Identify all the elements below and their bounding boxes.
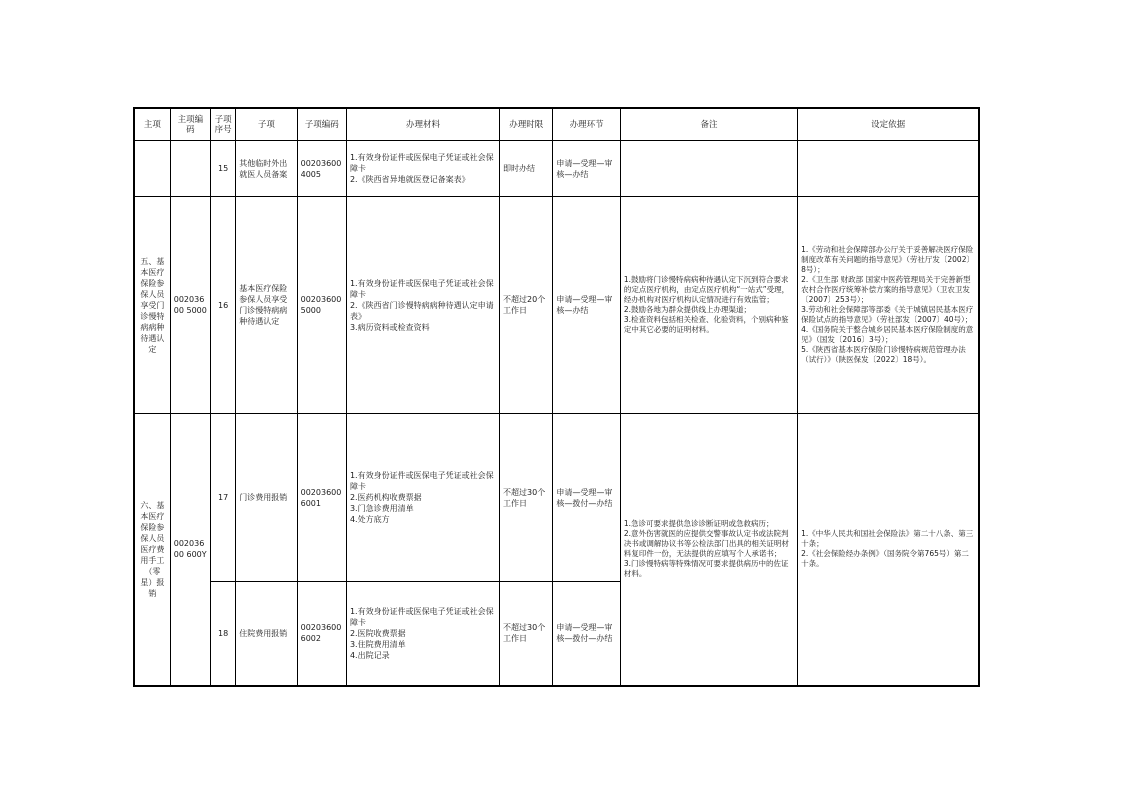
main-code-cell xyxy=(170,141,210,197)
sub-seq-cell: 16 xyxy=(211,197,236,414)
header-process: 办理环节 xyxy=(553,108,620,141)
sub-code-cell: 00203600 6002 xyxy=(297,582,346,686)
header-sub-code: 子项编码 xyxy=(297,108,346,141)
materials-cell: 1.有效身份证件或医保电子凭证或社会保障卡 2.医院收费票据 3.住院费用清单 4.出院记录 xyxy=(346,582,499,686)
header-main-code: 主项编码 xyxy=(170,108,210,141)
time-limit-cell: 不超过30个工作日 xyxy=(500,414,553,582)
time-limit-cell: 不超过30个工作日 xyxy=(500,582,553,686)
time-limit-cell: 即时办结 xyxy=(500,141,553,197)
sub-code-cell: 00203600 6001 xyxy=(297,414,346,582)
header-time-limit: 办理时限 xyxy=(500,108,553,141)
process-cell: 申请—受理—审核—拨付—办结 xyxy=(553,582,620,686)
sub-code-cell: 00203600 5000 xyxy=(297,197,346,414)
notes-cell xyxy=(620,141,797,197)
notes-cell: 1.鼓励将门诊慢特病病种待遇认定下沉到符合要求的定点医疗机构，由定点医疗机构“一站式”受理，经办机构对医疗机构认定情况进行有效监管； 2.鼓励各地为群众提供线上办理渠道； 3.检查资料包括相关检查、化验资料，个别病种鉴定中其它必要的证明材料。 xyxy=(620,197,797,414)
header-main-item: 主项 xyxy=(134,108,170,141)
table-header-row xyxy=(134,108,979,141)
materials-cell: 1.有效身份证件或医保电子凭证或社会保障卡 2.《陕西省门诊慢特病病种待遇认定申请表》 3.病历资料或检查资料 xyxy=(346,197,499,414)
time-limit-cell: 不超过20个工作日 xyxy=(500,197,553,414)
service-items-table xyxy=(133,107,980,687)
basis-cell: 1.《劳动和社会保障部办公厅关于妥善解决医疗保险制度改革有关问题的指导意见》（劳社厅发〔2002〕8号）； 2.《卫生部 财政部 国家中医药管理局关于完善新型农村合作医疗统筹补偿方案的指导意见》（卫农卫发〔2007〕253号）； 3.劳动和社会保障部等部委《关于城镇居民基本医疗保险试点的指导意见》（劳社部发〔2007〕40号）； 4.《国务院关于整合城乡居民基本医疗保险制度的意见》（国发〔2016〕3号）； 5.《陕西省基本医疗保险门诊慢特病规范管理办法（试行）》（陕医保发〔2022〕18号）。 xyxy=(798,197,979,414)
sub-item-cell: 其他临时外出就医人员备案 xyxy=(236,141,297,197)
header-notes: 备注 xyxy=(620,108,797,141)
sub-item-cell: 住院费用报销 xyxy=(236,582,297,686)
sub-seq-cell: 17 xyxy=(211,414,236,582)
header-sub-seq: 子项序号 xyxy=(211,108,236,141)
materials-cell: 1.有效身份证件或医保电子凭证或社会保障卡 2.医药机构收费票据 3.门急诊费用清单 4.处方底方 xyxy=(346,414,499,582)
process-cell: 申请—受理—审核—办结 xyxy=(553,197,620,414)
main-item-cell: 五、基本医疗保险参保人员享受门诊慢特病病种待遇认定 xyxy=(134,197,170,414)
main-item-cell xyxy=(134,141,170,197)
sub-seq-cell: 15 xyxy=(211,141,236,197)
main-code-cell: 00203600 600Y xyxy=(170,414,210,686)
main-item-cell: 六、基本医疗保险参保人员医疗费用手工（零星）报销 xyxy=(134,414,170,686)
process-cell: 申请—受理—审核—拨付—办结 xyxy=(553,414,620,582)
header-basis: 设定依据 xyxy=(798,108,979,141)
sub-seq-cell: 18 xyxy=(211,582,236,686)
table-row xyxy=(134,414,979,582)
process-cell: 申请—受理—审核—办结 xyxy=(553,141,620,197)
header-materials: 办理材料 xyxy=(346,108,499,141)
main-code-cell: 00203600 5000 xyxy=(170,197,210,414)
sub-item-cell: 基本医疗保险参保人员享受门诊慢特病病种待遇认定 xyxy=(236,197,297,414)
table-row xyxy=(134,141,979,197)
basis-cell xyxy=(798,141,979,197)
materials-cell: 1.有效身份证件或医保电子凭证或社会保障卡 2.《陕西省异地就医登记备案表》 xyxy=(346,141,499,197)
sub-code-cell: 00203600 4005 xyxy=(297,141,346,197)
basis-cell: 1.《中华人民共和国社会保险法》第二十八条、第三十条； 2.《社会保险经办条例》（国务院令第765号）第二十条。 xyxy=(798,414,979,686)
table-row xyxy=(134,197,979,414)
sub-item-cell: 门诊费用报销 xyxy=(236,414,297,582)
header-sub-item: 子项 xyxy=(236,108,297,141)
notes-cell: 1.急诊可要求提供急诊诊断证明或急救病历； 2.意外伤害就医的应提供交警事故认定书或法院判决书或调解协议书等公检法部门出具的相关证明材料复印件一份，无法提供的应填写个人承诺书； 3.门诊慢特病等特殊情况可要求提供病历中的佐证材料。 xyxy=(620,414,797,686)
